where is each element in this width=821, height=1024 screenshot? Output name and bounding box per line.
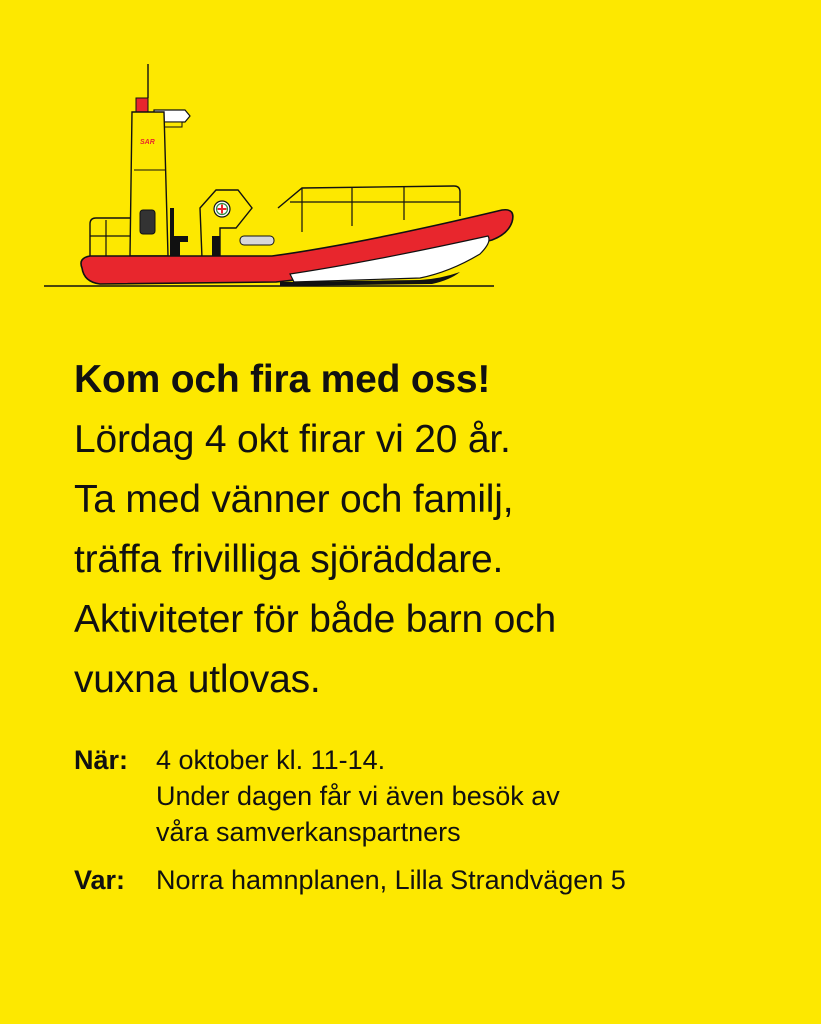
mast-red-block [136,98,148,112]
where-row [74,862,794,898]
when-row [74,742,794,850]
when-line: våra samverkanspartners [156,817,461,847]
where-address: Norra hamnplanen, Lilla Strandvägen 5 [156,865,626,895]
where-label: Var: [74,865,126,895]
announcement-line: vuxna utlovas. [74,658,321,701]
headline: Kom och fira med oss! [74,358,491,401]
helm-seat [170,208,188,258]
when-label: När: [74,745,129,775]
tower-window [140,210,155,234]
helm-console [200,190,252,258]
when-line: Under dagen får vi även besök av [156,781,560,811]
stern-railing [90,218,130,258]
announcement-line: Lördag 4 okt firar vi 20 år. [74,418,511,461]
tower-sar-text: SAR [140,139,155,146]
when-value [156,742,560,850]
where-value [156,862,626,898]
rescue-boat-illustration [40,58,520,298]
announcement-line: Aktiviteter för både barn och [74,598,556,641]
announcement-text [74,350,794,710]
deck-cushion [240,236,274,245]
announcement-line: Ta med vänner och familj, [74,478,514,521]
event-details [74,742,794,898]
when-line: 4 oktober kl. 11-14. [156,745,386,775]
bow-canopy [278,186,460,216]
announcement-line: träffa frivilliga sjöräddare. [74,538,504,581]
